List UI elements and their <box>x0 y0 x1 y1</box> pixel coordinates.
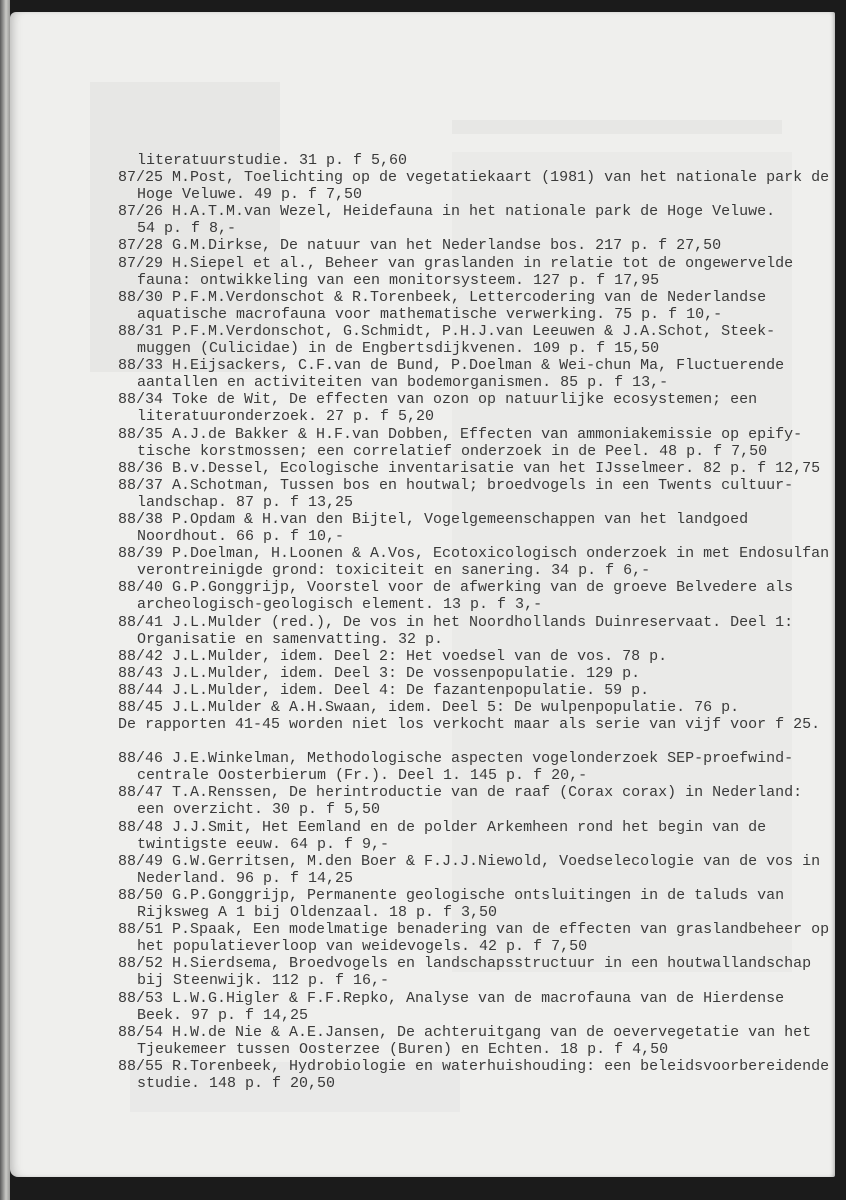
entry-first-line: 88/34 Toke de Wit, De effecten van ozon op natuurlijke ecosystemen; een <box>118 391 758 409</box>
publication-entry <box>118 784 808 818</box>
entry-continuation-line: het populatieverloop van weidevogels. 42 p. f 7,50 <box>137 938 588 956</box>
entry-first-line: 88/48 J.J.Smit, Het Eemland en de polder Arkemheen rond het begin van de <box>118 818 767 836</box>
entry-continuation-line: muggen (Culicidae) in de Engbertsdijkvenen. 109 p. f 15,50 <box>137 340 660 358</box>
publication-entry <box>118 682 808 699</box>
entry-continuation-line: Nederland. 96 p. f 14,25 <box>137 869 354 887</box>
entry-continuation-line: Rijksweg A 1 bij Oldenzaal. 18 p. f 3,50 <box>137 904 498 922</box>
entry-continuation-line: Tjeukemeer tussen Oosterzee (Buren) en Echten. 18 p. f 4,50 <box>137 1040 669 1058</box>
publication-entry <box>118 699 808 716</box>
page-binding-edge <box>0 0 10 1200</box>
entry-first-line: 88/36 B.v.Dessel, Ecologische inventarisatie van het IJsselmeer. 82 p. f 12,75 <box>118 459 821 477</box>
entry-first-line: 88/55 R.Torenbeek, Hydrobiologie en waterhuishouding: een beleidsvoorbereidende <box>118 1057 830 1075</box>
entry-continuation-line: Hoge Veluwe. 49 p. f 7,50 <box>137 186 363 204</box>
publication-entry <box>118 819 808 853</box>
entry-continuation-line: centrale Oosterbierum (Fr.). Deel 1. 145 p. f 20,- <box>137 767 588 785</box>
entry-continuation-line: studie. 148 p. f 20,50 <box>137 1074 336 1092</box>
publication-entry <box>118 323 808 357</box>
entry-first-line: 88/51 P.Spaak, Een modelmatige benadering van de effecten van graslandbeheer op <box>118 921 830 939</box>
entry-continuation-line: Noordhout. 66 p. f 10,- <box>137 528 345 546</box>
entry-continuation-line: Organisatie en samenvatting. 32 p. <box>137 630 444 648</box>
publication-entry <box>118 477 808 511</box>
entry-first-line: 88/31 P.F.M.Verdonschot, G.Schmidt, P.H.J.van Leeuwen & J.A.Schot, Steek- <box>118 322 776 340</box>
entry-first-line: 88/47 T.A.Renssen, De herintroductie van de raaf (Corax corax) in Nederland: <box>118 784 803 802</box>
publication-entry <box>118 921 830 956</box>
entry-first-line: 88/38 P.Opdam & H.van den Bijtel, Vogelgemeenschappen van het landgoed <box>118 510 749 528</box>
publication-entry <box>118 665 808 682</box>
entry-continuation-line: Beek. 97 p. f 14,25 <box>137 1006 309 1024</box>
publication-entry <box>118 169 830 204</box>
entry-first-line: 88/50 G.P.Gonggrijp, Permanente geologische ontsluitingen in de taluds van <box>118 886 785 904</box>
publication-entry <box>118 990 808 1024</box>
entry-continuation-line: aquatische macrofauna voor mathematische verwerking. 75 p. f 10,- <box>137 305 723 323</box>
entry-first-line: 88/40 G.P.Gonggrijp, Voorstel voor de afwerking van de groeve Belvedere als <box>118 579 794 597</box>
publication-entry <box>118 545 830 580</box>
publication-entry <box>118 511 808 545</box>
entry-first-line: 88/39 P.Doelman, H.Loonen & A.Vos, Ecotoxicologisch onderzoek in met Endosulfan <box>118 545 830 563</box>
bleed-through-heading <box>452 120 782 134</box>
entry-continuation-line: archeologisch-geologisch element. 13 p. f 3,- <box>137 596 543 614</box>
publication-entry <box>118 750 808 784</box>
entry-first-line: 87/28 G.M.Dirkse, De natuur van het Nederlandse bos. 217 p. f 27,50 <box>118 237 722 255</box>
publication-entry <box>118 391 808 425</box>
publication-entry <box>118 648 808 665</box>
entry-continuation-line: verontreinigde grond: toxiciteit en sanering. 34 p. f 6,- <box>137 562 651 580</box>
publication-entry <box>118 289 808 323</box>
entry-continuation-line: aantallen en activiteiten van bodemorganismen. 85 p. f 13,- <box>137 374 669 392</box>
publication-entry <box>118 955 812 990</box>
publication-entry <box>118 357 808 391</box>
publication-entry <box>118 237 808 254</box>
entry-continuation-line: fauna: ontwikkeling van een monitorsysteem. 127 p. f 17,95 <box>137 271 660 289</box>
publication-entry <box>118 614 808 648</box>
entry-first-line: 88/52 H.Sierdsema, Broedvogels en landschapsstructuur in een houtwallandschap <box>118 955 812 973</box>
entry-first-line: 88/44 J.L.Mulder, idem. Deel 4: De fazantenpopulatie. 59 p. <box>118 681 650 699</box>
publication-entry <box>118 852 821 887</box>
entry-first-line: 88/42 J.L.Mulder, idem. Deel 2: Het voedsel van de vos. 78 p. <box>118 647 668 665</box>
entry-first-line: 88/49 G.W.Gerritsen, M.den Boer & F.J.J.Niewold, Voedselecologie van de vos in <box>118 852 821 870</box>
publication-list <box>118 152 830 1092</box>
entry-continuation-line: een overzicht. 30 p. f 5,50 <box>137 801 381 819</box>
entry-first-line: 87/29 H.Siepel et al., Beheer van graslanden in relatie tot de ongewervelde <box>118 254 794 272</box>
entries-group-a <box>118 169 830 716</box>
publication-entry <box>118 203 808 237</box>
entry-first-line: 88/35 A.J.de Bakker & H.F.van Dobben, Effecten van ammoniakemissie op epify- <box>118 425 803 443</box>
publication-entry <box>118 1023 812 1058</box>
publication-entry <box>118 1057 830 1092</box>
continued-line: literatuurstudie. 31 p. f 5,60 <box>137 152 408 169</box>
spacer <box>118 733 808 750</box>
series-note: De rapporten 41-45 worden niet los verkocht maar als serie van vijf voor f 25. <box>118 716 821 734</box>
entry-first-line: 88/46 J.E.Winkelman, Methodologische aspecten vogelonderzoek SEP-proefwind- <box>118 750 794 768</box>
entry-first-line: 88/37 A.Schotman, Tussen bos en houtwal; broedvogels in een Twents cultuur- <box>118 476 794 494</box>
entries-group-b <box>118 750 830 1092</box>
entry-continuation-line: twintigste eeuw. 64 p. f 9,- <box>137 835 390 853</box>
publication-entry <box>118 426 808 460</box>
entry-first-line: 88/54 H.W.de Nie & A.E.Jansen, De achteruitgang van de oevervegetatie van het <box>118 1023 812 1041</box>
publication-entry <box>118 579 808 613</box>
entry-first-line: 88/33 H.Eijsackers, C.F.van de Bund, P.Doelman & Wei-chun Ma, Fluctuerende <box>118 357 785 375</box>
publication-entry <box>118 887 808 921</box>
entry-continuation-line: bij Steenwijk. 112 p. f 16,- <box>137 972 390 990</box>
entry-first-line: 88/30 P.F.M.Verdonschot & R.Torenbeek, Lettercodering van de Nederlandse <box>118 288 767 306</box>
publication-entry <box>118 255 808 289</box>
entry-first-line: 88/41 J.L.Mulder (red.), De vos in het Noordhollands Duinreservaat. Deel 1: <box>118 613 794 631</box>
publication-entry <box>118 459 821 477</box>
entry-continuation-line: 54 p. f 8,- <box>137 220 237 238</box>
entry-first-line: 88/53 L.W.G.Higler & F.F.Repko, Analyse van de macrofauna van de Hierdense <box>118 989 785 1007</box>
entry-first-line: 88/43 J.L.Mulder, idem. Deel 3: De vossenpopulatie. 129 p. <box>118 664 641 682</box>
entry-continuation-line: tische korstmossen; een correlatief onderzoek in de Peel. 48 p. f 7,50 <box>137 442 768 460</box>
entry-first-line: 87/25 M.Post, Toelichting op de vegetatiekaart (1981) van het nationale park de <box>118 169 830 187</box>
entry-first-line: 87/26 H.A.T.M.van Wezel, Heidefauna in het nationale park de Hoge Veluwe. <box>118 203 776 221</box>
entry-first-line: 88/45 J.L.Mulder & A.H.Swaan, idem. Deel 5: De wulpenpopulatie. 76 p. <box>118 699 740 716</box>
entry-continuation-line: landschap. 87 p. f 13,25 <box>137 493 354 511</box>
entry-continuation-line: literatuuronderzoek. 27 p. f 5,20 <box>137 408 435 426</box>
